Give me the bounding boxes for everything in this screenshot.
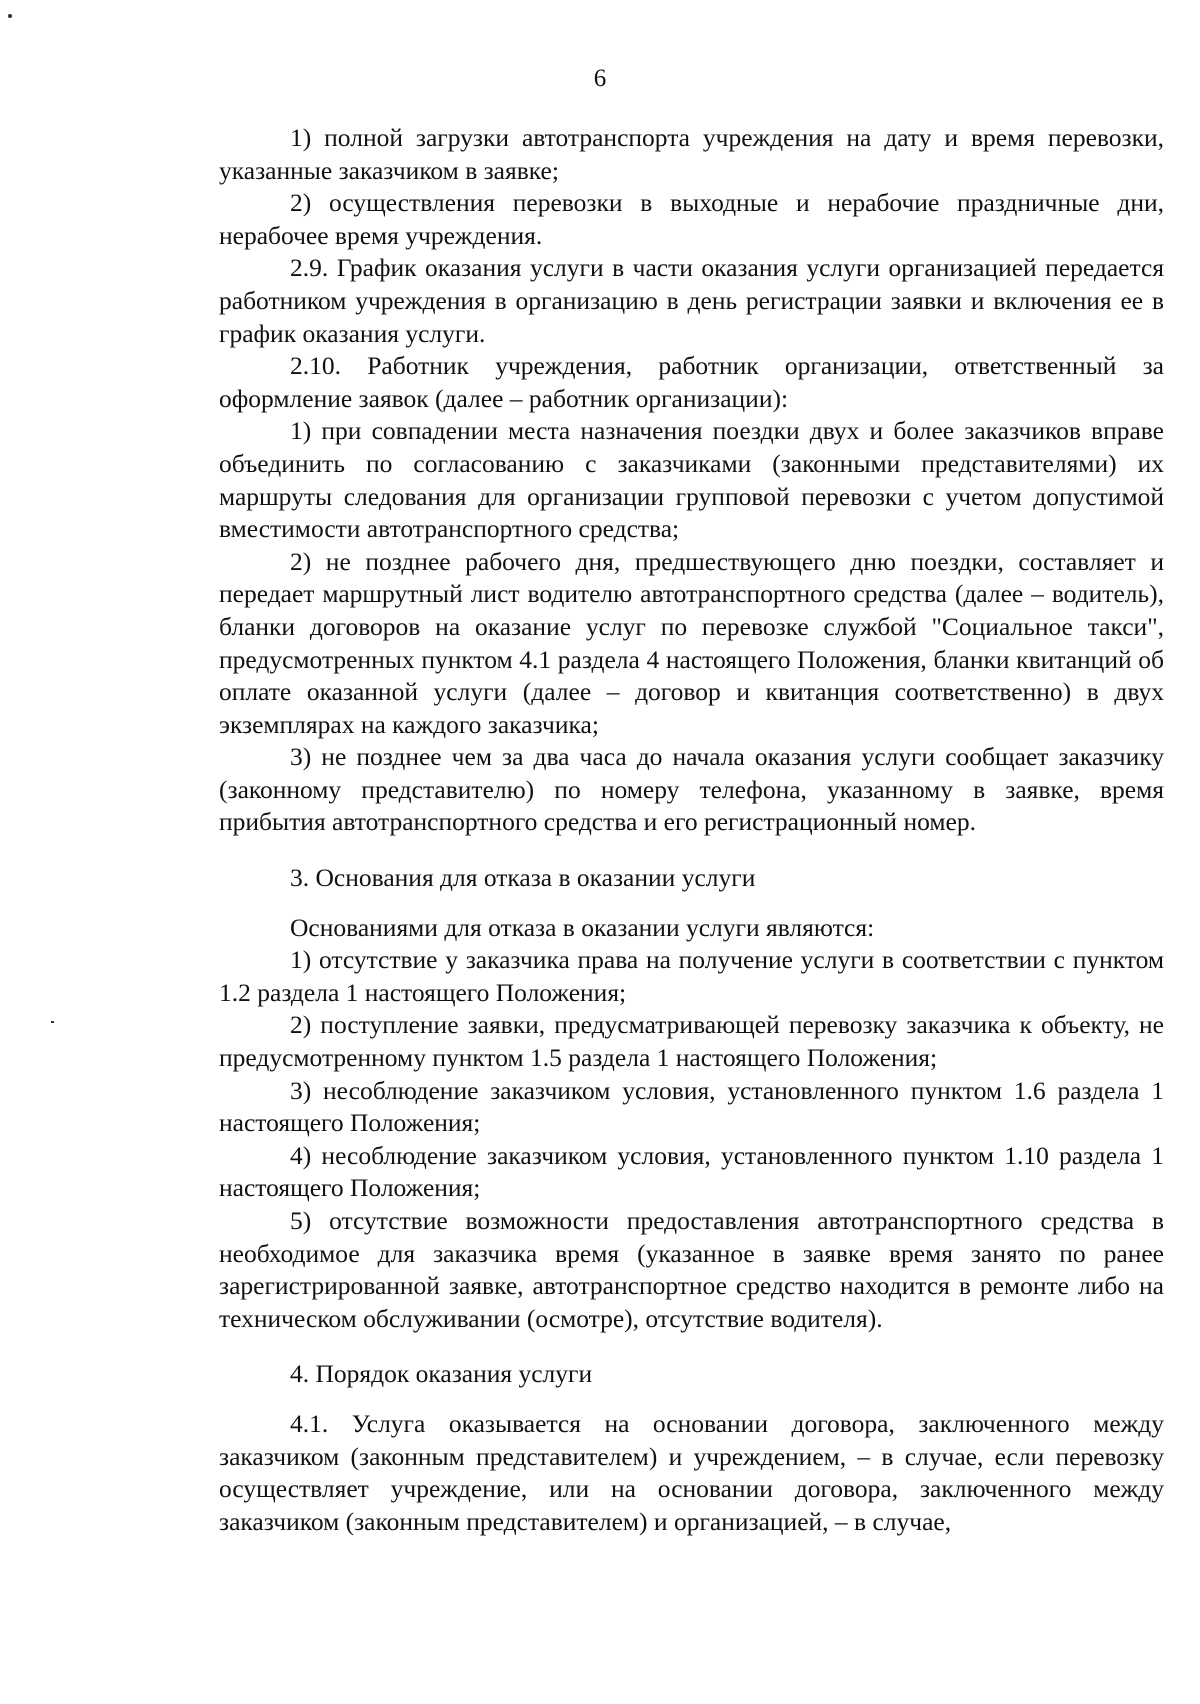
paragraph: 2.10. Работник учреждения, работник организации, ответственный за оформление заявок (далее – работник организации): [219,351,1164,413]
scan-speck [8,14,12,18]
paragraph: 1) полной загрузки автотранспорта учреждения на дату и время перевозки, указанные заказчиком в заявке; [219,123,1164,185]
paragraph: 2) осуществления перевозки в выходные и нерабочие праздничные дни, нерабочее время учреждения. [219,188,1164,250]
paragraph: 1) при совпадении места назначения поездки двух и более заказчиков вправе объединить по согласованию с заказчиками (законными представителями) их маршруты следования для организации групповой перевозки с учетом допустимой вместимости автотранспортного средства; [219,416,1164,544]
page-number: 6 [593,65,607,92]
list-item: 1) отсутствие у заказчика права на получение услуги в соответствии с пунктом 1.2 раздела 1 настоящего Положения; [219,945,1164,1007]
document-body [219,122,1164,1538]
section-heading: 4. Порядок оказания услуги [290,1359,593,1389]
list-item: 3) несоблюдение заказчиком условия, установленного пунктом 1.6 раздела 1 настоящего Положения; [219,1075,1164,1138]
list-item: 4.1. Услуга оказывается на основании договора, заключенного между заказчиком (законным представителем) и учреждением, – в случае, если перевозку осуществляет учреждение, или на основании договора, заключенного между заказчиком (законным представителем) и организацией, – в случае, [219,1408,1164,1536]
paragraph: 3) не позднее чем за два часа до начала оказания услуги сообщает заказчику (законному представителю) по номеру телефона, указанному в заявке, время прибытия автотранспортного средства и его регистрационный номер. [219,742,1164,837]
list-item: 2) поступление заявки, предусматривающей перевозку заказчика к объекту, не предусмотренному пунктом 1.5 раздела 1 настоящего Положения; [219,1010,1164,1073]
list-item: 5) отсутствие возможности предоставления автотранспортного средства в необходимое для заказчика время (указанное в заявке время занято по ранее зарегистрированной заявке, автотранспортное средство находится в ремонте либо на техническом обслуживании (осмотре), отсутствие водителя). [219,1206,1164,1333]
paragraph: 2) не позднее рабочего дня, предшествующего дню поездки, составляет и передает маршрутный лист водителю автотранспортного средства (далее – водитель), бланки договоров на оказание услуг по перевозке службой "Социальное такси", предусмотренных пунктом 4.1 раздела 4 настоящего Положения, бланки квитанций об оплате оказанной услуги (далее – договор и квитанция соответственно) в двух экземплярах на каждого заказчика; [219,546,1164,739]
paragraph: 2.9. График оказания услуги в части оказания услуги организацией передается работником учреждения в организацию в день регистрации заявки и включения ее в график оказания услуги. [219,253,1164,348]
list-item: 4) несоблюдение заказчиком условия, установленного пунктом 1.10 раздела 1 настоящего Положения; [219,1140,1164,1203]
scan-speck [51,1021,54,1023]
section-heading: 3. Основания для отказа в оказании услуги [290,863,756,893]
section-intro: Основаниями для отказа в оказании услуги являются: [290,912,875,942]
